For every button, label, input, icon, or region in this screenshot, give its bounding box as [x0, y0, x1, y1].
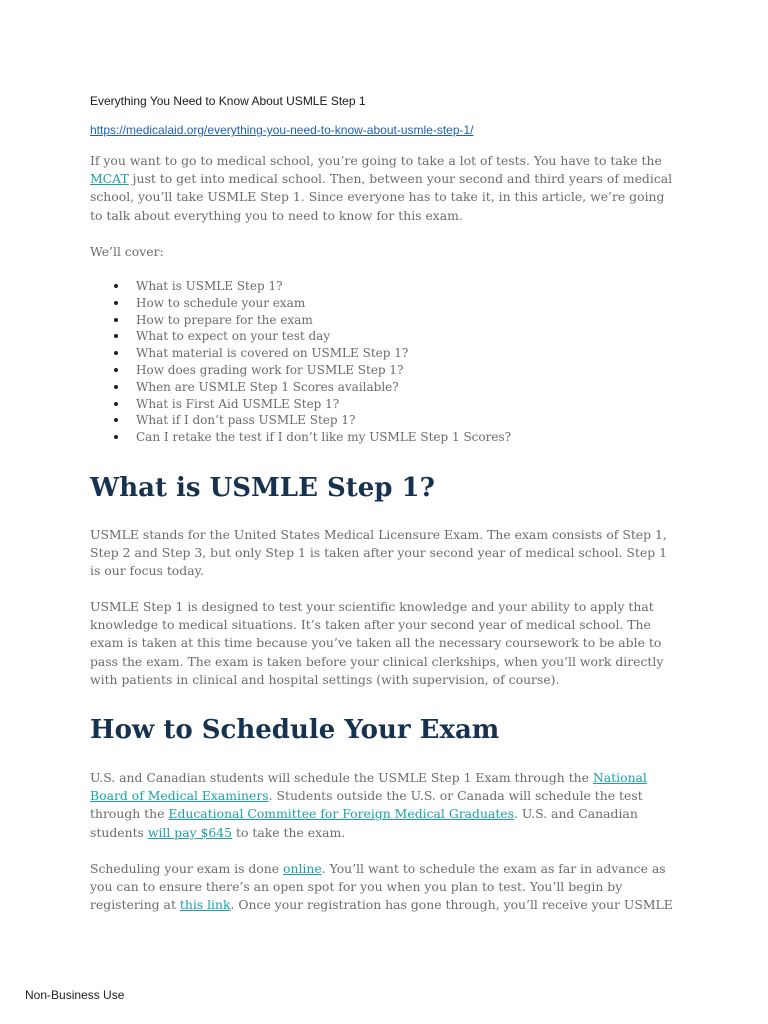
bullet-icon [114, 351, 118, 355]
section2-p2-text-2: . You’ll want to schedule the exam as far in advance as you can to ensure there’s an open spot for you when you plan to test. You’ll begin by registering at [90, 861, 666, 913]
list-item-label: Can I retake the test if I don’t like my USMLE Step 1 Scores? [136, 430, 512, 445]
toc-list [114, 278, 511, 446]
section2-p2-text-1: Scheduling your exam is done [90, 861, 284, 876]
exam-fee-link[interactable]: will pay $645 [147, 824, 233, 840]
bullet-icon [114, 385, 118, 389]
list-item [114, 328, 511, 345]
list-item-label: What to expect on your test day [136, 329, 331, 344]
cover-label: We’ll cover: [90, 244, 164, 259]
source-url-link[interactable]: https://medicalaid.org/everything-you-need-to-know-about-usmle-step-1/ [90, 123, 474, 137]
mcat-link[interactable]: MCAT [90, 171, 129, 187]
bullet-icon [114, 301, 118, 305]
nbme-link[interactable]: National Board of Medical Examiners [90, 770, 647, 804]
list-item-label: How to schedule your exam [136, 295, 306, 310]
bullet-icon [114, 318, 118, 322]
bullet-icon [114, 418, 118, 422]
bullet-icon [114, 402, 118, 406]
list-item-label: How to prepare for the exam [136, 312, 313, 327]
list-item [114, 429, 511, 446]
list-item [114, 379, 511, 396]
bullet-icon [114, 284, 118, 288]
list-item [114, 295, 511, 312]
intro-text-1: If you want to go to medical school, you’re going to take a lot of tests. You have to take the [90, 153, 662, 168]
section2-text-2: . Students outside the U.S. or Canada will schedule the test through the [90, 788, 643, 822]
intro-paragraph [90, 152, 680, 225]
online-link[interactable]: online [283, 861, 322, 876]
section-heading-usmle-step1: What is USMLE Step 1? [90, 473, 435, 503]
list-item-label: When are USMLE Step 1 Scores available? [136, 379, 399, 394]
section1-paragraph-2: USMLE Step 1 is designed to test your scientific knowledge and your ability to apply that knowledge to medical situations. It’s taken after your second year of medical school. The exam is taken at this time because you’ve taken all the necessary coursework to be able to pass the exam. The exam is taken before your clinical clerkships, when you’ll work directly with patients in clinical and hospital settings (with supervision, of course). [90, 599, 664, 687]
intro-text-2: just to get into medical school. Then, between your second and third years of medical school, you’ll take USMLE Step 1. Since everyone has to take it, in this article, we’re going to talk about everything you to need to know for this exam. [90, 171, 673, 223]
list-item [114, 345, 511, 362]
document-title: Everything You Need to Know About USMLE Step 1 [90, 94, 366, 108]
footer-classification-label: Non-Business Use [25, 988, 125, 1002]
section2-text-3: . U.S. and Canadian students [90, 806, 638, 840]
section2-paragraph-2 [90, 860, 680, 915]
bullet-icon [114, 368, 118, 372]
section-heading-schedule-exam: How to Schedule Your Exam [90, 715, 500, 745]
section2-text-1: U.S. and Canadian students will schedule the USMLE Step 1 Exam through the [90, 770, 593, 785]
section2-paragraph-1 [90, 769, 680, 842]
list-item-label: How does grading work for USMLE Step 1? [136, 362, 404, 377]
ecfmg-link[interactable]: Educational Committee for Foreign Medical Graduates [168, 806, 515, 822]
list-item-label: What material is covered on USMLE Step 1? [136, 346, 409, 361]
section2-p2-text-3: . Once your registration has gone through, you’ll receive your USMLE [230, 897, 673, 913]
list-item [114, 362, 511, 379]
bullet-icon [114, 334, 118, 338]
section1-paragraph-1: USMLE stands for the United States Medical Licensure Exam. The exam consists of Step 1, Step 2 and Step 3, but only Step 1 is taken after your second year of medical school. Step 1 is our focus today. [90, 527, 667, 579]
registration-link[interactable]: this link [179, 897, 231, 913]
list-item-label: What is First Aid USMLE Step 1? [136, 396, 340, 411]
list-item [114, 412, 511, 429]
section2-text-4: to take the exam. [232, 824, 346, 840]
bullet-icon [114, 435, 118, 439]
list-item [114, 396, 511, 413]
list-item-label: What if I don’t pass USMLE Step 1? [136, 413, 356, 428]
list-item-label: What is USMLE Step 1? [136, 279, 283, 293]
list-item [114, 278, 511, 295]
list-item [114, 312, 511, 329]
